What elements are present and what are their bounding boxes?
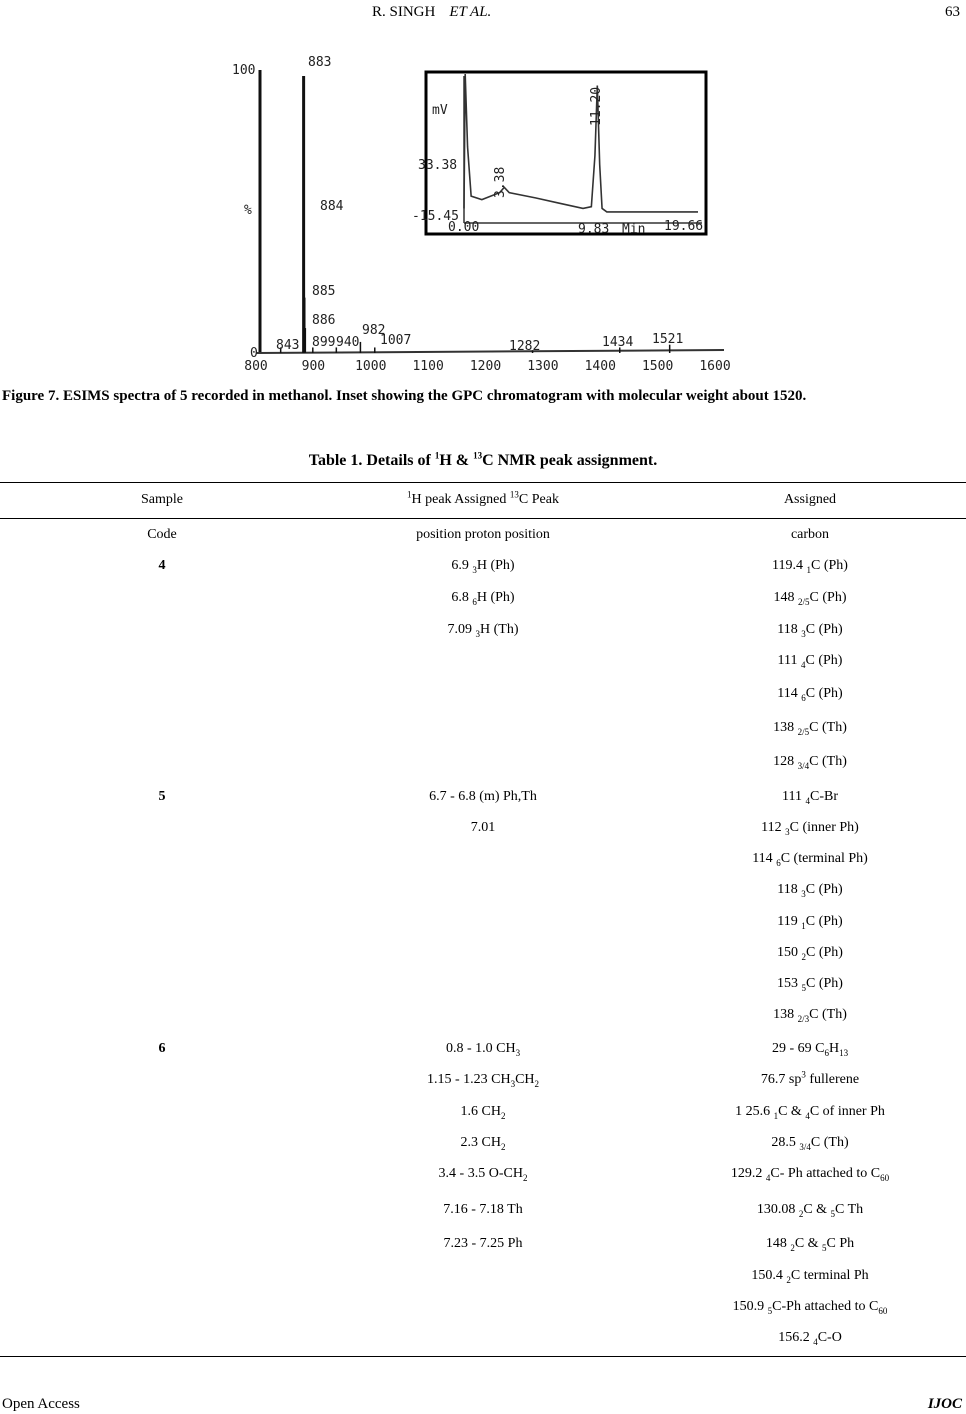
proton-position: 1.6 $CH_2$ [460, 1104, 506, 1121]
table-row [0, 754, 966, 774]
carbon-assignment: 119 $_1$C (Ph) [777, 914, 843, 931]
table-row [0, 1041, 966, 1061]
header-etal: ET AL. [449, 4, 492, 20]
carbon-assignment: 153 $_5$C (Ph) [777, 976, 843, 993]
peak-label: 1521 [652, 332, 684, 347]
peak-label: 884 [320, 199, 344, 214]
carbon-assignment: 130.08 $_2$C & $_5$C Th [756, 1202, 864, 1219]
subheader-code: Code [147, 527, 177, 542]
table-row [0, 1268, 966, 1288]
peak-label: 886 [312, 313, 336, 328]
inset-x-axis-label: Min [622, 222, 646, 237]
inset-x-tick-label: 19.66 [664, 219, 704, 234]
proton-position: 7.01 [470, 820, 496, 835]
carbon-assignment: 150.9 $_5$C-Ph attached to $C_{60}$ [732, 1299, 888, 1316]
y-tick-label-100: 100 [232, 63, 256, 78]
table-row [0, 622, 966, 642]
inset-y-tick-label: 33.38 [418, 158, 458, 173]
table-header-rule [0, 518, 966, 519]
table-row [0, 882, 966, 902]
proton-position: 7.09 $_3$H (Th) [447, 622, 519, 639]
table-subheader-row [0, 527, 966, 547]
proton-position: 6.7 - 6.8 (m) Ph,Th [429, 789, 537, 804]
table-row [0, 1007, 966, 1027]
sample-code: 5 [158, 789, 166, 804]
carbon-assignment: 29 - 69 $C_6H_{13}$ [771, 1041, 849, 1058]
table-row [0, 851, 966, 871]
peak-label: 1434 [602, 335, 634, 350]
peak-label: 982 [362, 323, 386, 338]
footer-open-access: Open Access [2, 1396, 80, 1412]
table-row [0, 1135, 966, 1155]
carbon-assignment: 1 25.6 $_1$C & $_4$C of inner Ph [735, 1104, 885, 1121]
table-row [0, 1299, 966, 1319]
table-row [0, 1069, 966, 1092]
carbon-assignment: 114 $_6$C (terminal Ph) [752, 851, 868, 868]
y-tick-label-0: 0 [250, 346, 258, 361]
inset-x-tick-label: 9.83 [578, 222, 610, 237]
table-row [0, 653, 966, 673]
proton-position: 7.23 - 7.25 Ph [443, 1236, 523, 1251]
table-row [0, 1330, 966, 1350]
x-tick-label: 900 [301, 359, 326, 374]
table-row [0, 686, 966, 706]
carbon-assignment: 76.7 $sp^3$ fullerene [760, 1069, 860, 1087]
carbon-assignment: 111 $_4$C-Br [782, 789, 838, 806]
peak-label: 1007 [380, 333, 412, 348]
peak-label: 1282 [509, 339, 541, 354]
table-row [0, 820, 966, 840]
esims-figure [228, 48, 738, 378]
carbon-assignment: 114 $_6$C (Ph) [777, 686, 843, 703]
inset-x-tick-label: 0.00 [448, 220, 480, 235]
figure-caption [2, 386, 964, 406]
peak-label: 843 [276, 338, 300, 353]
x-tick-label: 1600 [699, 359, 731, 374]
carbon-assignment: 138 $_{2/5}$C (Th) [773, 720, 847, 737]
inset-y-axis-label: mV [432, 103, 448, 118]
carbon-assignment: 28.5 $_{3/4}$C (Th) [771, 1135, 849, 1152]
x-tick-label: 1400 [584, 359, 616, 374]
carbon-assignment: 112 $_3$C (inner Ph) [761, 820, 859, 837]
footer-journal: IJOC [927, 1396, 962, 1412]
proton-position: 2.3 $CH_2$ [460, 1135, 506, 1152]
proton-position: 3.4 - 3.5 $O-CH_2$ [438, 1166, 528, 1183]
table-top-rule [0, 482, 966, 483]
carbon-assignment: 148 $_{2/5}$C (Ph) [773, 590, 847, 607]
table-row [0, 1104, 966, 1124]
proton-position: 1.15 - 1.23 $CH_3CH_2$ [426, 1072, 540, 1089]
running-header [372, 4, 491, 21]
table-row [0, 590, 966, 610]
carbon-assignment: 156.2 $_4$C-O [778, 1330, 842, 1347]
table-row [0, 720, 966, 740]
table-row [0, 945, 966, 965]
inset-peak-annotation: 11.20 [589, 86, 604, 126]
sample-code: 6 [158, 1041, 166, 1056]
peak-label: 940 [336, 335, 360, 350]
proton-position: 6.8 $_6$H (Ph) [451, 590, 515, 607]
table-row [0, 914, 966, 934]
carbon-assignment: 128 $_{3/4}$C (Th) [773, 754, 847, 771]
table-row [0, 976, 966, 996]
header-sample: Sample [141, 492, 183, 507]
table-header-row [0, 489, 966, 512]
inset-y-tick-label: -15.45 [412, 209, 459, 224]
peak-label: 885 [312, 284, 336, 299]
peak-label: 883 [308, 55, 332, 70]
x-tick-label: 1300 [527, 359, 559, 374]
table-row [0, 1166, 966, 1186]
x-tick-label: 1200 [469, 359, 502, 374]
carbon-assignment: 129.2 $_4$C- Ph attached to $C_{60}$ [730, 1166, 890, 1183]
subheader-carbon: carbon [790, 527, 830, 542]
table-row [0, 558, 966, 578]
carbon-assignment: 150.4 $_2$C terminal Ph [751, 1268, 869, 1285]
table-row [0, 1202, 966, 1222]
proton-position: 0.8 - 1.0 $CH_3$ [445, 1041, 521, 1058]
header-h-peak: $^1$H peak Assigned $^{13}$C Peak [407, 489, 559, 507]
gpc-inset [412, 72, 706, 237]
table-title: Table 1. Details of $^1$H & $^{13}$C NMR peak assignment. [308, 450, 658, 469]
carbon-assignment: 111 $_4$C (Ph) [777, 653, 843, 670]
x-tick-label: 1500 [641, 359, 674, 374]
caption-text: ESIMS spectra of 5 recorded in methanol. Inset showing the GPC chromatogram with molecular weight about 1520. [59, 388, 807, 404]
sample-code: 4 [158, 558, 166, 573]
table-row [0, 789, 966, 809]
proton-position: 6.9 $_3$H (Ph) [451, 558, 515, 575]
page-number: 63 [945, 4, 960, 20]
carbon-assignment: 150 $_2$C (Ph) [777, 945, 843, 962]
x-tick-label: 1100 [412, 359, 444, 374]
table-bottom-rule [0, 1356, 966, 1357]
axis-x-line [256, 350, 724, 353]
carbon-assignment: 118 $_3$C (Ph) [777, 882, 843, 899]
subheader-position: position proton position [416, 527, 550, 542]
carbon-assignment: 138 $_{2/3}$C (Th) [773, 1007, 847, 1024]
inset-peak-annotation: 3.38 [493, 166, 508, 198]
x-tick-label: 800 [244, 359, 268, 374]
carbon-assignment: 148 $_2$C & $_5$C Ph [765, 1236, 855, 1253]
peak-label: 899 [312, 335, 336, 350]
carbon-assignment: 118 $_3$C (Ph) [777, 622, 843, 639]
table-row [0, 1236, 966, 1256]
header-assigned: Assigned [783, 492, 837, 507]
proton-position: 7.16 - 7.18 Th [443, 1202, 523, 1217]
y-axis-label: % [244, 203, 252, 218]
x-tick-label: 1000 [355, 359, 387, 374]
header-author: R. SINGH [372, 4, 436, 20]
caption-label: Figure 7. [2, 388, 60, 404]
carbon-assignment: 119.4 $_1$C (Ph) [772, 558, 848, 575]
